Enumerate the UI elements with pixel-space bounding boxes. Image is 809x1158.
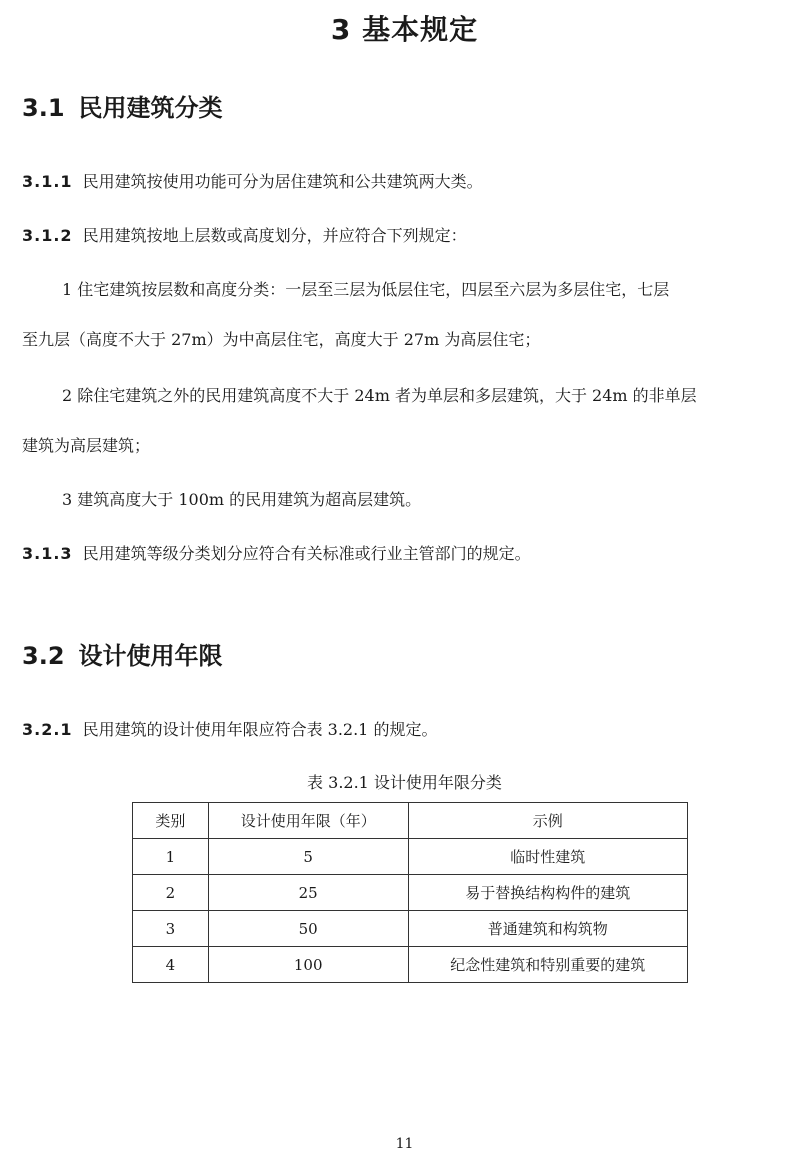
cell-design-life: 50 [208,911,408,947]
clause-text: 民用建筑按地上层数或高度划分，并应符合下列规定： [82,226,467,245]
table-row [133,911,688,947]
header-category: 类别 [133,803,209,839]
clause-3-1-2-item-1-line-1: 1 住宅建筑按层数和高度分类：一层至三层为低层住宅，四层至六层为多层住宅，七层 [62,280,670,299]
header-design-life: 设计使用年限（年） [208,803,408,839]
table-caption: 表 3.2.1 设计使用年限分类 [307,773,502,792]
clause-text: 民用建筑等级分类划分应符合有关标准或行业主管部门的规定。 [82,544,531,563]
cell-design-life: 100 [208,947,408,983]
clause-number: 3.2.1 [22,720,73,739]
clause-number: 3.1.1 [22,172,73,191]
cell-example: 临时性建筑 [408,839,687,875]
cell-category: 3 [133,911,209,947]
clause-3-2-1 [22,720,437,740]
clause-number: 3.1.3 [22,544,73,563]
clause-3-1-2-item-1-line-2: 至九层（高度不大于 27m）为中高层住宅，高度大于 27m 为高层住宅； [22,330,541,349]
clause-number: 3.1.2 [22,226,73,245]
cell-example: 普通建筑和构筑物 [408,911,687,947]
table-row [133,947,688,983]
section-title-text: 设计使用年限 [78,642,223,670]
table-header-row [133,803,688,839]
cell-category: 1 [133,839,209,875]
section-heading-3-2 [22,636,223,671]
clause-3-1-1 [22,172,483,192]
section-number: 3.1 [22,94,65,122]
clause-3-1-2-item-2-line-1: 2 除住宅建筑之外的民用建筑高度不大于 24m 者为单层和多层建筑，大于 24m 的非单层 [62,386,697,405]
design-life-table [132,802,688,983]
cell-example: 纪念性建筑和特别重要的建筑 [408,947,687,983]
cell-category: 2 [133,875,209,911]
clause-3-1-3 [22,544,531,564]
cell-category: 4 [133,947,209,983]
header-example: 示例 [408,803,687,839]
clause-text: 民用建筑的设计使用年限应符合表 3.2.1 的规定。 [82,720,438,739]
cell-design-life: 5 [208,839,408,875]
page-number: 11 [395,1136,414,1152]
clause-text: 民用建筑按使用功能可分为居住建筑和公共建筑两大类。 [82,172,483,191]
section-heading-3-1 [22,88,223,123]
cell-example: 易于替换结构构件的建筑 [408,875,687,911]
clause-3-1-2 [22,226,467,246]
cell-design-life: 25 [208,875,408,911]
table-row [133,875,688,911]
section-title-text: 民用建筑分类 [78,94,223,122]
table-row [133,839,688,875]
clause-3-1-2-item-3: 3 建筑高度大于 100m 的民用建筑为超高层建筑。 [62,490,422,509]
section-number: 3.2 [22,642,65,670]
clause-3-1-2-item-2-line-2: 建筑为高层建筑； [22,436,151,455]
chapter-title: 3 基本规定 [330,13,479,46]
